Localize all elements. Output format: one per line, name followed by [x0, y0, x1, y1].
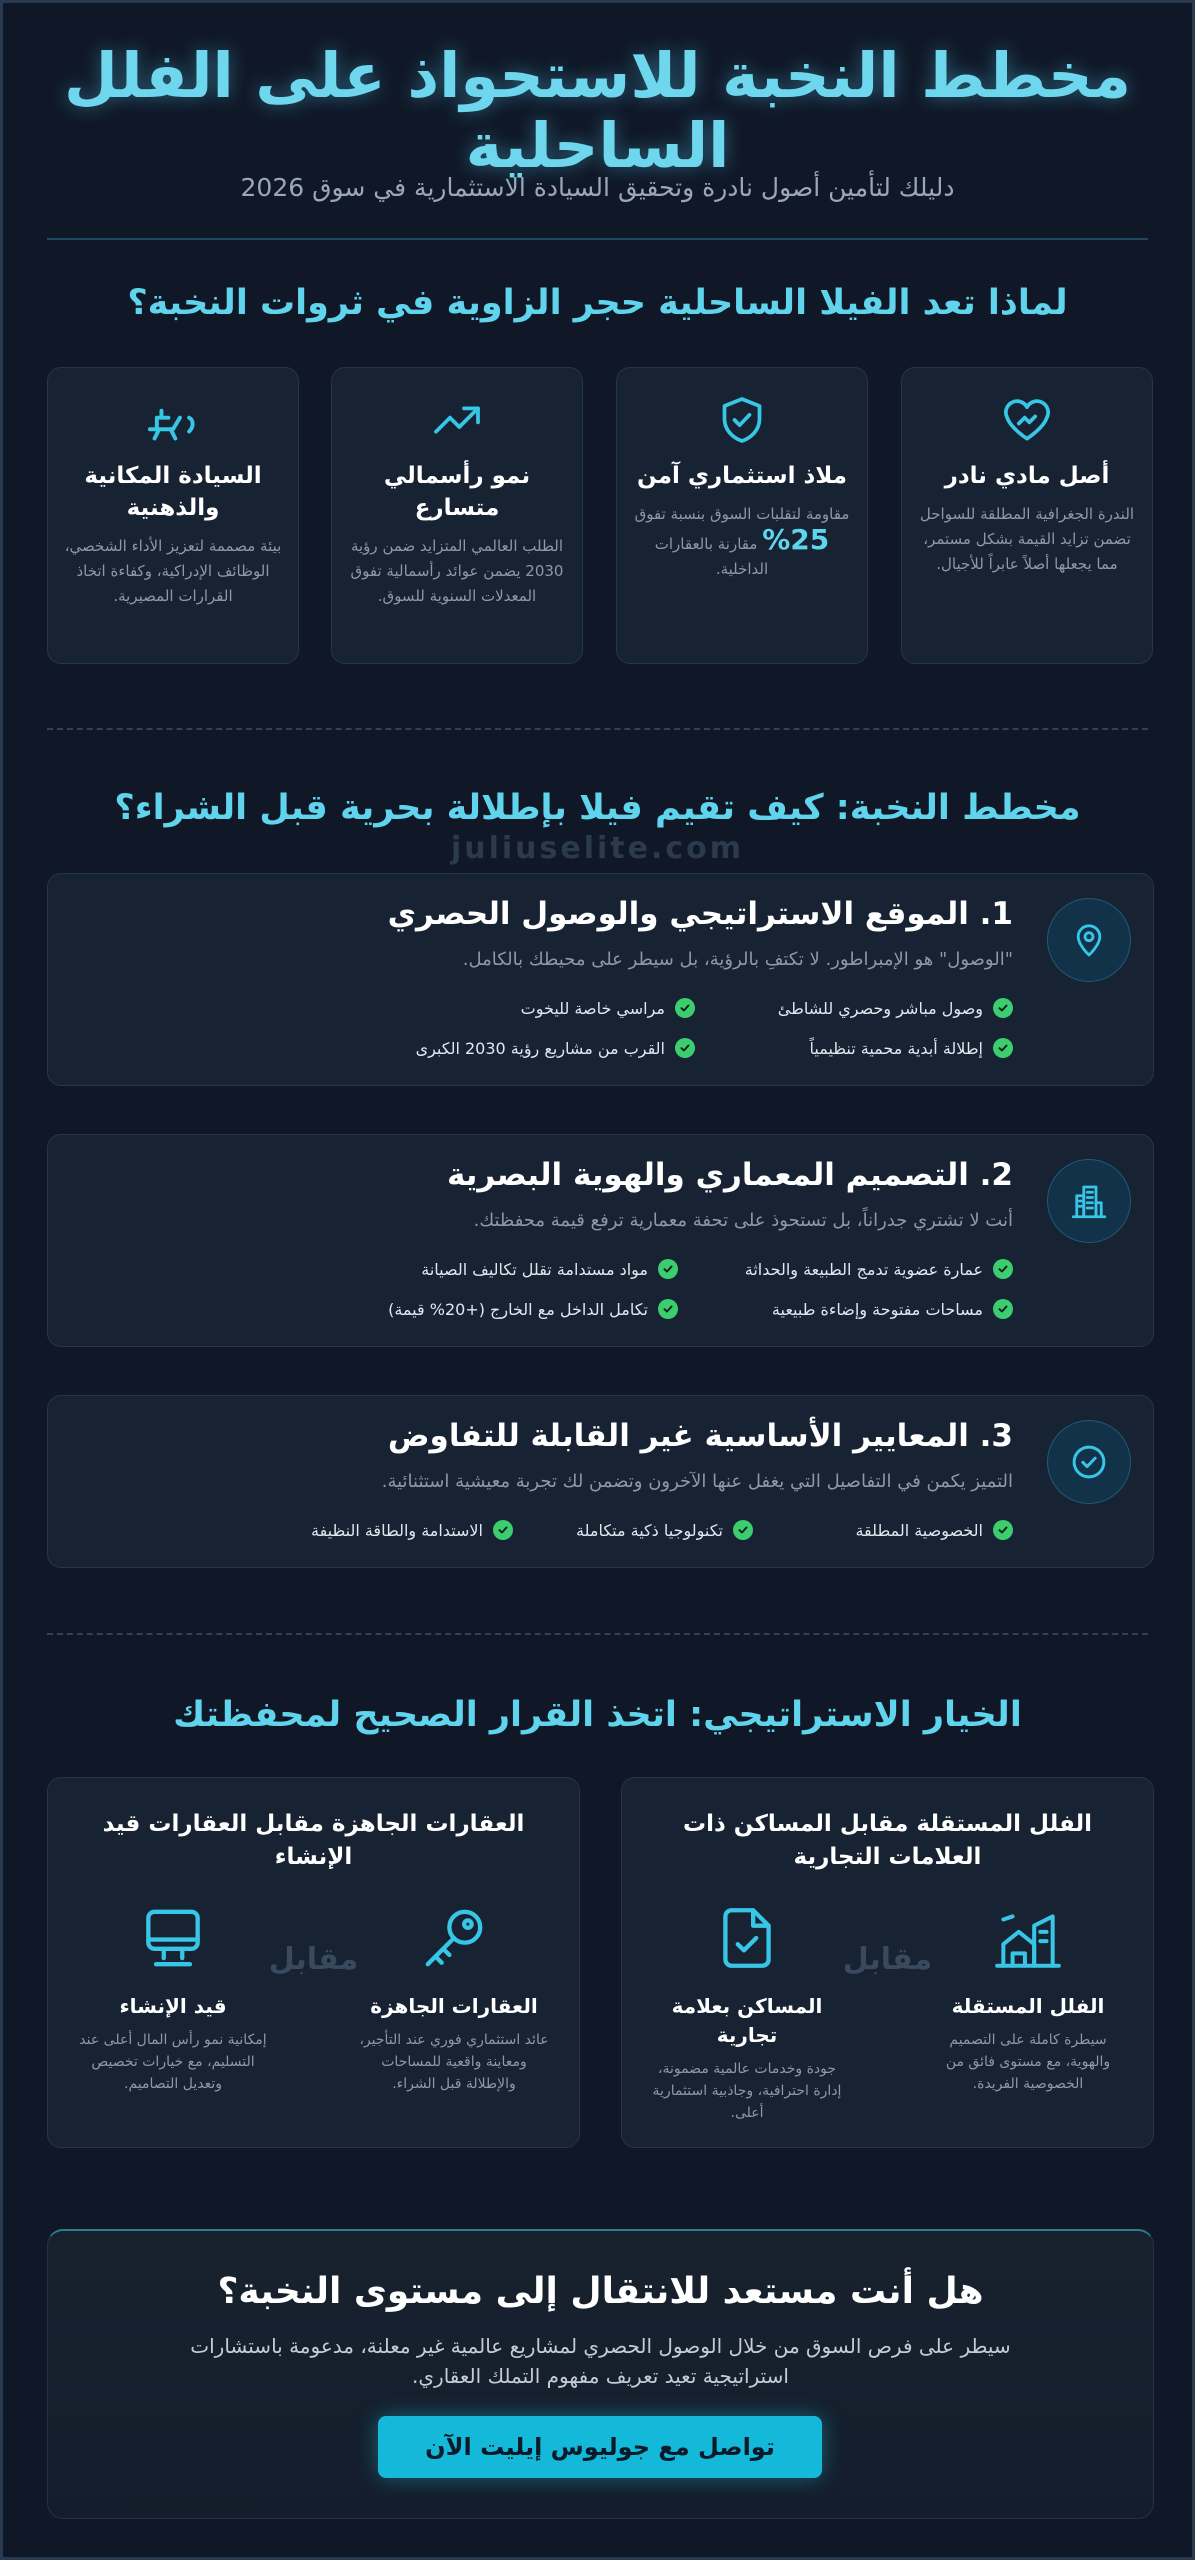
monitor-icon: [78, 1898, 268, 1978]
why-card-text-end: مقارنة بالعقارات الداخلية.: [654, 535, 769, 578]
check-icon: [658, 1299, 678, 1319]
check-icon: [993, 1259, 1013, 1279]
vs-label: مقابل: [842, 1942, 933, 1977]
page-title: مخطط النخبة للاستحواذ على الفلل الساحلية: [63, 39, 1132, 182]
cta-card: [47, 2229, 1154, 2519]
step-title: 3. المعايير الأساسية غير القابلة للتفاوض: [387, 1418, 1013, 1454]
step-title: 2. التصميم المعماري والهوية البصرية: [446, 1157, 1013, 1193]
highlight-percent: 25%: [762, 523, 830, 556]
check-icon: [493, 1520, 513, 1540]
feature-label: تكنولوجيا ذكية متكاملة: [576, 1520, 723, 1540]
compare-option: [359, 1898, 549, 2095]
lounge-chair-icon: [62, 390, 284, 450]
feature-label: تكامل الداخل مع الخارج (+20% قيمة): [388, 1299, 648, 1319]
cta-text: سيطر على فرص السوق من خلال الوصول الحصري لمشاريع عالمية غير معلنة، مدعومة باستشارات استراتيجية تعيد تعريف مفهوم التملك العقاري.: [190, 2334, 1011, 2388]
shield-check-icon: [631, 390, 853, 450]
why-card-spatial-sovereignty: [47, 367, 299, 664]
compare-option: [933, 1898, 1123, 2095]
why-card-title: أصل مادي نادر: [944, 463, 1110, 489]
compare-card-villa-branded: [621, 1777, 1154, 2148]
map-pin-icon: [1047, 898, 1131, 982]
why-card-text: الطلب العالمي المتزايد ضمن رؤية 2030 يضمن عوائد رأسمالية تفوق المعدلات السنوية للسوق.: [350, 537, 564, 605]
why-card-text: [631, 502, 853, 582]
compare-card-title: الفلل المستقلة مقابل المساكن ذات العلامات التجارية: [682, 1811, 1093, 1870]
check-icon: [993, 1520, 1013, 1540]
feature-item: [311, 1520, 513, 1540]
why-card-title: نمو رأسمالي متسارع: [383, 463, 531, 521]
check-icon: [993, 998, 1013, 1018]
trending-up-icon: [346, 390, 568, 450]
compare-option-title: الفلل المستقلة: [951, 1994, 1105, 2018]
check-icon: [733, 1520, 753, 1540]
compare-option: [652, 1898, 842, 2124]
feature-item: [421, 1259, 678, 1279]
divider: [47, 238, 1148, 240]
compare-card-title: العقارات الجاهزة مقابل العقارات قيد الإنشاء: [102, 1811, 525, 1870]
why-card-title: السيادة المكانية والذهنية: [84, 463, 262, 521]
compare-option-title: العقارات الجاهزة: [370, 1994, 538, 2018]
step-card-criteria: [47, 1395, 1154, 1568]
page-subtitle: دليلك لتأمين أصول نادرة وتحقيق السيادة الاستثمارية في سوق 2026: [240, 173, 955, 202]
compare-option-title: المساكن بعلامة تجارية: [671, 1994, 823, 2047]
check-icon: [675, 1038, 695, 1058]
compare-option-text: سيطرة كاملة على التصميم والهوية، مع مستوى فائق من الخصوصية الفريدة.: [945, 2032, 1111, 2092]
document-check-icon: [652, 1898, 842, 1978]
heart-handshake-icon: [916, 390, 1138, 450]
why-card-title: ملاذ استثماري آمن: [637, 463, 847, 489]
feature-label: مواد مستدامة تقلل تكاليف الصيانة: [421, 1259, 648, 1279]
compare-option-title: قيد الإنشاء: [119, 1994, 227, 2018]
feature-label: الخصوصية المطلقة: [855, 1520, 983, 1540]
feature-item: [576, 1520, 753, 1540]
step-description: "الوصول" هو الإمبراطور. لا تكتفِ بالرؤية، بل سيطر على محيطك بالكامل.: [462, 949, 1013, 970]
compare-option-text: جودة وخدمات عالمية مضمونة، إدارة احترافية، وجاذبية استثمارية أعلى.: [652, 2061, 842, 2121]
dashed-divider: [47, 1633, 1148, 1635]
compare-option: [78, 1898, 268, 2095]
feature-item: [416, 1038, 695, 1058]
feature-item: [772, 1299, 1013, 1319]
why-card-text: بيئة مصممة لتعزيز الأداء الشخصي، الوظائف الإدراكية، وكفاءة اتخاذ القرارات المصيرية.: [64, 537, 282, 605]
why-card-capital-growth: [331, 367, 583, 664]
step-card-architecture: [47, 1134, 1154, 1347]
check-icon: [675, 998, 695, 1018]
why-card-rare-asset: [901, 367, 1153, 664]
cta-title: هل أنت مستعد للانتقال إلى مستوى النخبة؟: [217, 2271, 984, 2312]
check-icon: [993, 1299, 1013, 1319]
feature-item: [778, 998, 1013, 1018]
feature-item: [745, 1259, 1013, 1279]
compare-option-text: عائد استثماري فوري عند التأجير، ومعاينة واقعية للمساحات والإطلالة قبل الشراء.: [359, 2032, 549, 2092]
why-card-text-start: مقاومة لتقلبات السوق بنسبة تفوق: [634, 505, 850, 523]
choice-section-title: الخيار الاستراتيجي: اتخذ القرار الصحيح لمحفظتك: [173, 1695, 1022, 1735]
feature-label: مساحات مفتوحة وإضاءة طبيعية: [771, 1299, 983, 1319]
feature-label: وصول مباشر وحصري للشاطئ: [777, 998, 983, 1018]
vs-label: مقابل: [268, 1942, 359, 1977]
feature-label: مراسي خاصة لليخوت: [520, 998, 665, 1018]
feature-label: القرب من مشاريع رؤية 2030 الكبرى: [415, 1038, 665, 1058]
compare-card-ready-offplan: [47, 1777, 580, 2148]
step-description: التميز يكمن في التفاصيل التي يغفل عنها الآخرون وتضمن لك تجربة معيشية استثنائية.: [381, 1471, 1013, 1492]
compare-option-text: إمكانية نمو رأس المال أعلى عند التسليم، مع خيارات تخصيص وتعديل التصاميم.: [79, 2032, 267, 2092]
feature-label: الاستدامة والطاقة النظيفة: [310, 1520, 483, 1540]
step-title: 1. الموقع الاستراتيجي والوصول الحصري: [387, 896, 1013, 932]
step-card-location: [47, 873, 1154, 1086]
watermark: juliuselite.com: [450, 831, 745, 866]
blueprint-section-title: مخطط النخبة: كيف تقيم فيلا بإطلالة بحرية قبل الشراء؟: [114, 788, 1081, 828]
contact-button[interactable]: تواصل مع جوليوس إيليت الآن: [378, 2416, 822, 2478]
check-icon: [658, 1259, 678, 1279]
why-card-text: الندرة الجغرافية المطلقة للسواحل تضمن تزايد القيمة بشكل مستمر، مما يجعلها أصلاً عابراً للأجيال.: [919, 505, 1135, 573]
feature-item: [521, 998, 695, 1018]
check-circle-icon: [1047, 1420, 1131, 1504]
feature-item: [388, 1299, 678, 1319]
feature-item: [855, 1520, 1013, 1540]
feature-label: عمارة عضوية تدمج الطبيعة والحداثة: [744, 1259, 983, 1279]
building-icon: [1047, 1159, 1131, 1243]
check-icon: [993, 1038, 1013, 1058]
dashed-divider: [47, 728, 1148, 730]
step-description: أنت لا تشتري جدراناً، بل تستحوذ على تحفة معمارية ترفع قيمة محفظتك.: [473, 1210, 1013, 1231]
why-card-safe-haven: [616, 367, 868, 664]
feature-item: [809, 1038, 1013, 1058]
why-section-title: لماذا تعد الفيلا الساحلية حجر الزاوية في ثروات النخبة؟: [127, 283, 1068, 323]
feature-label: إطلالة أبدية محمية تنظيمياً: [809, 1038, 983, 1058]
